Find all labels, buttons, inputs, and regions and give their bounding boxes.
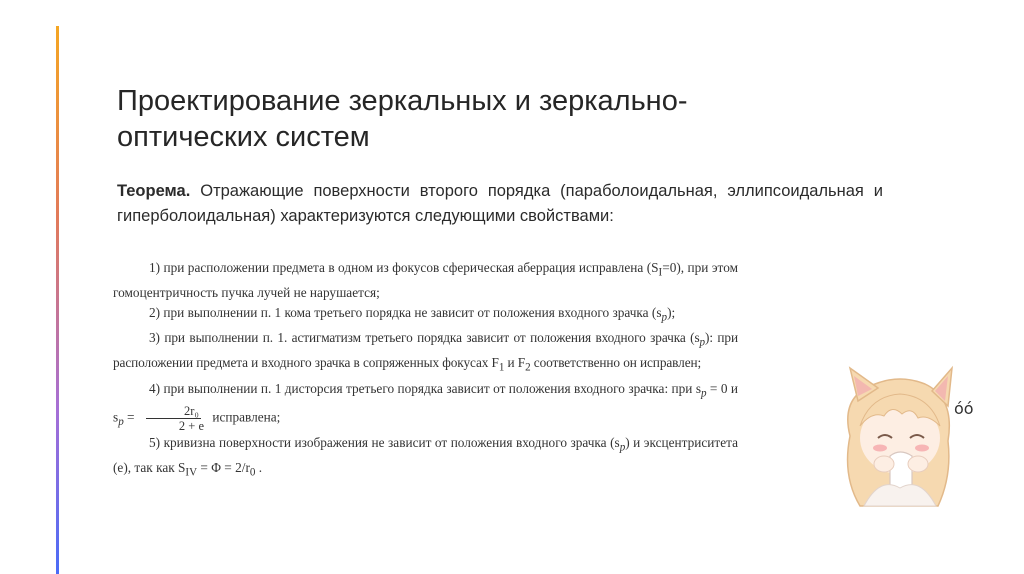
property-2: 2) при выполнении п. 1 кома третьего порядка не зависит от положения входного зрачка $(s_p)$;	[149, 304, 676, 324]
property-1: 1) при расположении предмета в одном из фокусов сферическая аберрация исправлена $(S_I=0)$, при этом гомоцентричность пучка лучей не нарушается;	[113, 260, 738, 301]
accent-bar	[56, 26, 59, 574]
scanned-properties-list	[113, 258, 738, 483]
theorem-paragraph	[117, 179, 883, 229]
anime-girl-sticker-icon	[820, 356, 980, 516]
property-4: 4) при выполнении п. 1 дисторсия третьего порядка зависит от положения входного зрачка: при $s_p = 0$ и $s_p$ = $\frac{\text{2r₀}}{2 + e}$ исправлена;	[113, 380, 738, 433]
formula-fraction: $\frac{\text{2r₀}}{2 + e}$	[141, 404, 206, 433]
property-5: 5) кривизна поверхности изображения не зависит от положения входного зрачка $(s_p)$ и эксцентриситета (e), так как $S_{IV} = \Phi = 2/r_0$ .	[113, 434, 738, 479]
theorem-text: Отражающие поверхности второго порядка (параболоидальная, эллипсоидальная и гиперболоидальная) характеризуются следующими свойствами:	[117, 182, 883, 225]
svg-text:óó: óó	[954, 399, 974, 418]
property-3: 3) при выполнении п. 1. астигматизм третьего порядка зависит от положения входного зрачка $(s_p)$: при расположении предмета и входного зрачка в сопряженных фокусах $F_1$ и $F_2$ соответственно он исправлен;	[113, 330, 738, 374]
theorem-label: Теорема.	[117, 182, 191, 200]
slide-title: Проектирование зеркальных и зеркально-оптических систем	[117, 85, 688, 154]
